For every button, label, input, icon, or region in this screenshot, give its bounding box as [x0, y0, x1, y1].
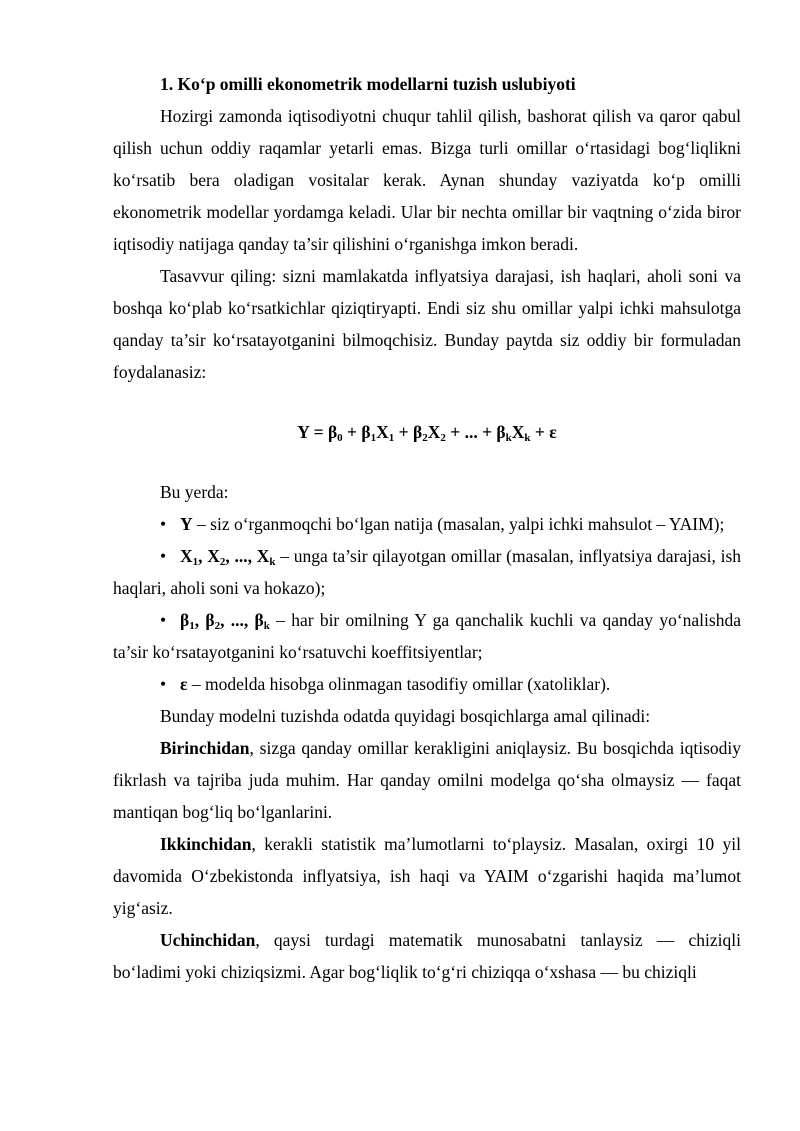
step-term: Birinchidan	[160, 738, 250, 758]
formula-part: + ... + β	[445, 422, 506, 442]
bullet-item-epsilon	[113, 668, 741, 700]
formula-part: + β	[394, 422, 423, 442]
term-subscript: k	[263, 620, 270, 632]
bullet-term	[180, 610, 270, 630]
bullet-icon: •	[160, 514, 167, 534]
formula-part: + ε	[530, 422, 557, 442]
section-heading: 1. Ko‘p omilli ekonometrik modellarni tuzish uslubiyoti	[160, 74, 576, 94]
paragraph-step-3	[113, 924, 741, 988]
bullet-icon: •	[160, 546, 167, 566]
term-part: , ..., X	[225, 546, 270, 566]
formula-part: X	[511, 422, 525, 442]
formula-subscript: 0	[337, 432, 343, 444]
bullet-term	[180, 546, 276, 566]
term-part: , β	[194, 610, 215, 630]
bullet-term: ε	[180, 674, 188, 694]
formula-subscript: k	[505, 432, 512, 444]
bullet-term: Y	[180, 514, 193, 534]
formula-part: + β	[342, 422, 371, 442]
paragraph-step-1	[113, 732, 741, 828]
page-content	[113, 68, 741, 988]
bullet-text: – unga ta’sir qilayotgan omillar (masalan, inflyatsiya darajasi, ish haqlari, aholi soni va hokazo);	[113, 546, 742, 598]
term-subscript: 1	[189, 620, 195, 632]
term-part: , ..., β	[220, 610, 264, 630]
formula-subscript: 2	[440, 432, 446, 444]
term-subscript: 2	[219, 556, 226, 568]
term-part: β	[180, 610, 190, 630]
bullet-text: – har bir omilning Y ga qanchalik kuchli va qanday yo‘nalishda ta’sir ko‘rsatayotganini ko‘rsatuvchi koeffitsiyentlar;	[113, 610, 741, 662]
formula-subscript: 2	[422, 432, 428, 444]
formula-part: X	[427, 422, 441, 442]
bullet-text: – siz o‘rganmoqchi bo‘lgan natija (masalan, yalpi ichki mahsulot – YAIM);	[192, 514, 725, 534]
step-term: Ikkinchidan	[160, 834, 252, 854]
step-text: , qaysi turdagi matematik munosabatni tanlaysiz — chiziqli bo‘ladimi yoki chiziqsizmi. Agar bog‘liqlik to‘g‘ri chiziqqa o‘xshasa — bu chiziqli	[113, 930, 741, 982]
formula-subscript: k	[524, 432, 531, 444]
bullet-item-y	[113, 508, 741, 540]
step-text: , sizga qanday omillar kerakligini aniqlaysiz. Bu bosqichda iqtisodiy fikrlash va tajriba juda muhim. Har qanday omilni modelga qo‘sha olmaysiz — faqat mantiqan bog‘liq bo‘lganlarini.	[113, 738, 741, 822]
term-subscript: 1	[192, 556, 199, 568]
paragraph-where: Bu yerda:	[160, 482, 229, 502]
term-subscript: 2	[214, 620, 221, 632]
bullet-text: – modelda hisobga olinmagan tasodifiy omillar (xatoliklar).	[187, 674, 611, 694]
term-part: , X	[198, 546, 220, 566]
bullet-item-beta	[113, 604, 741, 668]
formula-subscript: 1	[388, 432, 395, 444]
paragraph-imagine: Tasavvur qiling: sizni mamlakatda inflyatsiya darajasi, ish haqlari, aholi soni va boshqa ko‘plab ko‘rsatkichlar qiziqtiryapti. Endi siz shu omillar yalpi ichki mahsulotga qanday ta’sir ko‘rsatayotganini bilmoqchisiz. Bunday paytda siz oddiy bir formuladan foydalanasiz:	[113, 266, 741, 382]
paragraph-intro: Hozirgi zamonda iqtisodiyotni chuqur tahlil qilish, bashorat qilish va qaror qabul qilish uchun oddiy raqamlar yetarli emas. Bizga turli omillar o‘rtasidagi bog‘liqlikni ko‘rsatib bera oladigan vositalar kerak. Aynan shunday vaziyatda ko‘p omilli ekonometrik modellar yordamga keladi. Ular bir nechta omillar bir vaqtning o‘zida biror iqtisodiy natijaga qanday ta’sir qilishini o‘rganishga imkon beradi.	[113, 106, 741, 254]
bullet-icon: •	[160, 610, 167, 630]
paragraph-steps-intro: Bunday modelni tuzishda odatda quyidagi bosqichlarga amal qilinadi:	[160, 706, 651, 726]
term-subscript: k	[269, 556, 276, 568]
formula-subscript: 1	[370, 432, 377, 444]
regression-formula	[113, 388, 741, 476]
bullet-icon: •	[160, 674, 167, 694]
step-text: , kerakli statistik ma’lumotlarni to‘playsiz. Masalan, oxirgi 10 yil davomida O‘zbekistonda inflyatsiya, ish haqi va YAIM o‘zgarishi haqida ma’lumot yig‘asiz.	[113, 834, 741, 918]
step-term: Uchinchidan	[160, 930, 256, 950]
term-part: X	[180, 546, 193, 566]
bullet-item-x	[113, 540, 741, 604]
paragraph-step-2	[113, 828, 741, 924]
formula-part: Y = β	[297, 422, 338, 442]
formula-part: X	[376, 422, 389, 442]
